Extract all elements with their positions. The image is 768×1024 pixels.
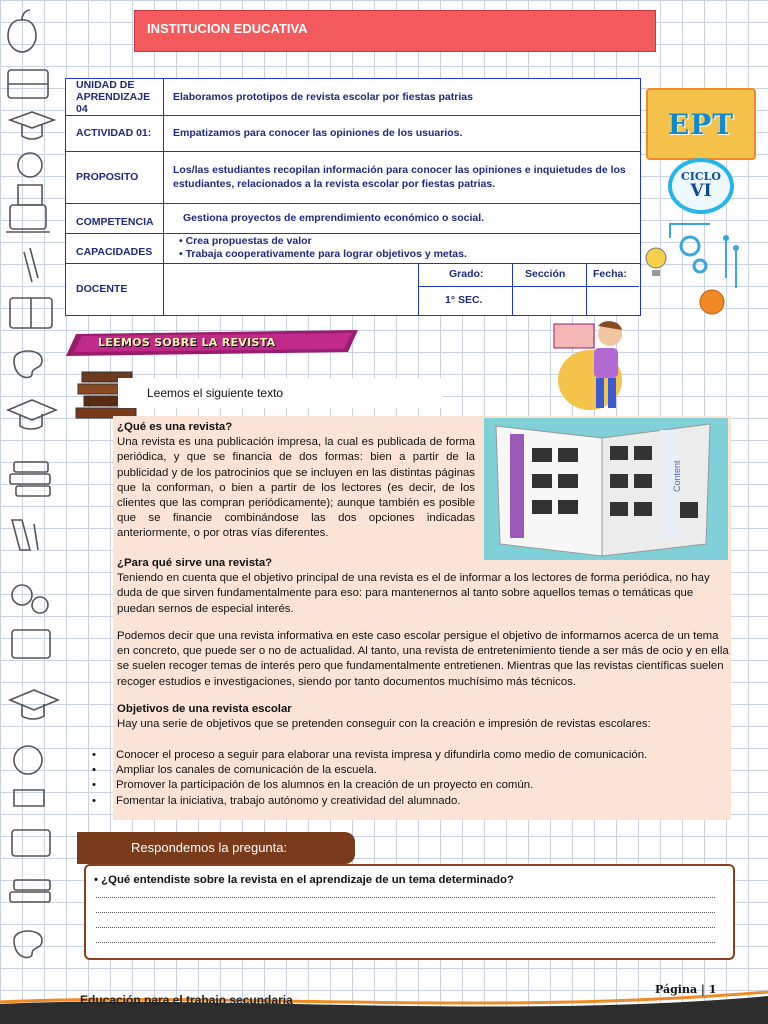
page-number: Página | 1 (655, 983, 717, 996)
paragraph-purpose: Teniendo en cuenta que el objetivo principal de una revista es el de informar a los lectores de forma periódica, no hay duda de que sirven fundamentalmente para eso: para mantenernos al tanto sobre aquellos temas o temáticas que puedan sernos de especial interés. (117, 572, 710, 615)
heading-objectives: Objetivos de una revista escolar (117, 703, 292, 715)
section-objectives (117, 702, 729, 732)
paragraph-types: Podemos decir que una revista informativa en este caso escolar persigue el objetivo de informarnos acerca de un tema en concreto, que puede ser o no de actualidad. Al tanto, una revista de entretenimiento tiende a ser más de ocio y en ella se suelen recoger temas de interés pero que fundamentalmente entretienen. Mientras que las revistas científicas suelen recoger estudios e investigaciones, siendo por tanto documentos muchísimo más técnicos. (117, 630, 729, 688)
ciclo-value: VI (690, 181, 712, 201)
objective-item: • Conocer el proceso a seguir para elaborar una revista impresa y difundirla como medio de comunicación. (92, 749, 648, 761)
row-docente (66, 263, 640, 315)
paragraph-objectives-intro: Hay una serie de objetivos que se pretenden conseguir con la creación e impresión de revistas escolares: (117, 718, 651, 731)
capacidades-list (173, 235, 467, 261)
ideas-gears-decoration (640, 218, 760, 318)
fecha-label: Fecha: (587, 263, 639, 287)
objectives-list (92, 748, 722, 809)
section-purpose (117, 556, 729, 617)
respond-tab (77, 832, 355, 864)
heading-what-is: ¿Qué es una revista? (117, 421, 233, 433)
capacidad-item: • Crea propuestas de valor (179, 235, 312, 247)
question-text: • ¿Qué entendiste sobre la revista en el aprendizaje de un tema determinado? (94, 874, 514, 886)
fecha-cell (586, 263, 639, 315)
reading-intro: Leemos el siguiente texto (147, 386, 284, 400)
seccion-cell (512, 263, 586, 315)
answer-box[interactable] (84, 864, 735, 960)
actividad-value: Empatizamos para conocer las opiniones de los usuarios. (173, 127, 463, 139)
capacidades-value (165, 233, 640, 263)
row-capacidades (66, 233, 640, 264)
objective-item: • Promover la participación de los alumnos en la creación de un proyecto en común. (92, 779, 534, 792)
activity-info-table (65, 78, 641, 316)
ept-badge (646, 88, 756, 160)
competencia-value: Gestiona proyectos de emprendimiento económico o social. (183, 212, 485, 224)
proposito-value: Los/las estudiantes recopilan información para conocer las opiniones e inquietudes de los estudiantes, relacionados a la revista escolar por fiestas patrias. (173, 164, 626, 190)
institution-title: INSTITUCION EDUCATIVA (147, 21, 308, 36)
footer-text: Educación para el trabajo secundaria (80, 993, 293, 1007)
institution-banner (134, 10, 656, 52)
competencia-label: COMPETENCIA (66, 203, 164, 233)
actividad-label: ACTIVIDAD 01: (66, 115, 164, 151)
objective-item: • Ampliar los canales de comunicación de la escuela. (92, 764, 377, 777)
row-unidad (66, 79, 640, 116)
row-actividad (66, 115, 640, 152)
magazine-image (484, 418, 728, 560)
capacidades-label: CAPACIDADES (66, 233, 164, 263)
grado-value: 1° SEC. (445, 294, 483, 306)
paragraph-what-is: Una revista es una publicación impresa, la cual es publicada de forma periódica, y que se financia de dos formas: bien a partir de la publicidad y de los patrocinios que se incluyen en las distintas páginas que la conforman, o bien a partir de los lectores (es decir, de los clientes que las compran periódicamente); aunque también es posible que se financie combinándose las dos opciones indicadas anteriormente, o por otras vías diferentes. (117, 436, 475, 540)
section-what-is (117, 420, 475, 542)
answer-line[interactable] (96, 927, 715, 928)
ciclo-badge (668, 158, 734, 214)
grado-cell (418, 263, 512, 315)
section-title: LEEMOS SOBRE LA REVISTA (98, 336, 276, 349)
unidad-value: Elaboramos prototipos de revista escolar por fiestas patrias (173, 91, 473, 103)
grado-label: Grado: (419, 263, 512, 287)
respond-tab-label: Respondemos la pregunta: (131, 840, 288, 855)
heading-purpose: ¿Para qué sirve una revista? (117, 557, 273, 569)
proposito-label: PROPOSITO (66, 151, 164, 203)
answer-line[interactable] (96, 942, 715, 943)
objective-item: • Fomentar la iniciativa, trabajo autónomo y creatividad del alumnado. (92, 794, 461, 807)
child-reading-illustration (548, 318, 638, 416)
ept-text: EPT (667, 107, 735, 141)
row-competencia (66, 203, 640, 234)
docente-label: DOCENTE (66, 263, 164, 315)
magazine-side-text: Content (672, 460, 682, 492)
capacidad-item: • Trabaja cooperativamente para lograr objetivos y metas. (179, 248, 467, 260)
unidad-label: UNIDAD DE APRENDIZAJE 04 (66, 79, 164, 115)
seccion-label: Sección (513, 263, 586, 287)
answer-line[interactable] (96, 897, 715, 898)
answer-line[interactable] (96, 912, 715, 913)
row-proposito (66, 151, 640, 204)
school-doodles-decoration (0, 0, 66, 1000)
ciclo-label: CICLO (681, 170, 721, 183)
